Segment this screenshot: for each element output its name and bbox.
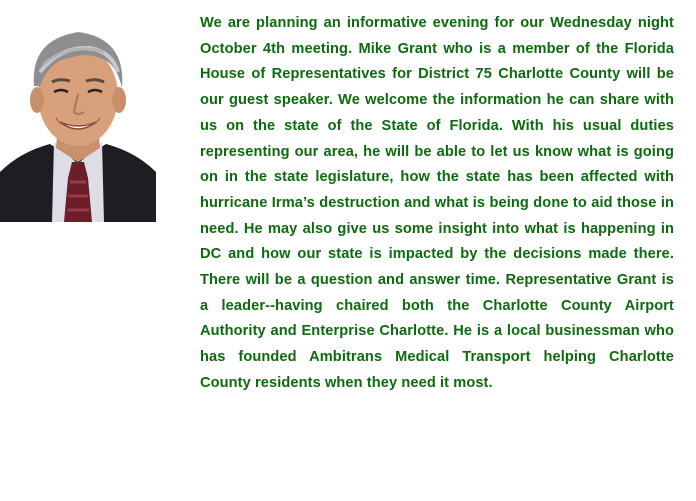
speaker-portrait [0, 12, 156, 222]
article-paragraph: We are planning an informative evening for our Wednesday night October 4th meeting. Mike Grant who is a member of the Florida House of Representatives for District 75 Charlotte County will be our guest speaker. We welcome the information he can share with us on the state of the State of Florida. With his usual duties representing our area, he will be able to let us know what is going on in the state legislature, how the state has been affected with hurricane Irma’s destruction and what is being done to aid those in need. He may also give us some insight into what is happening in DC and how our state is impacted by the decisions made there. There will be a question and answer time. Representative Grant is a leader--having chaired both the Charlotte County Airport Authority and Enterprise Charlotte. He is a local businessman who has founded Ambitrans Medical Transport helping Charlotte County residents when they need it most. [200, 15, 674, 391]
speaker-photo [0, 12, 156, 222]
